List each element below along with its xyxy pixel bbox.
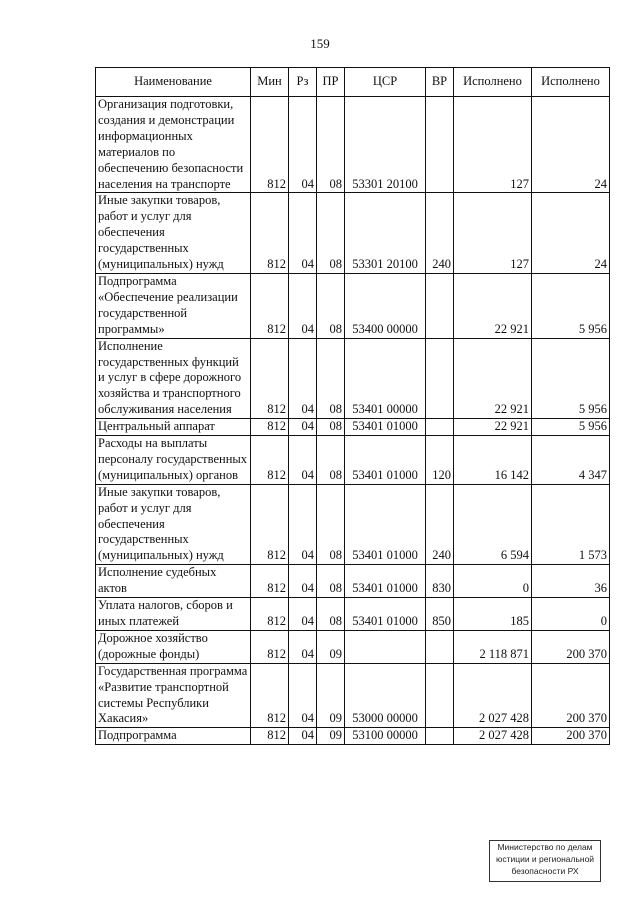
row-rz: 04 [289,484,317,565]
row-rz: 04 [289,193,317,274]
row-name: Уплата налогов, сборов и иных платежей [96,598,251,631]
row-executed-1: 127 [454,193,532,274]
row-rz: 04 [289,565,317,598]
row-executed-2: 200 370 [532,663,610,728]
row-name: Государственная программа «Развитие транспортной системы Республики Хакасия» [96,663,251,728]
header-csr: ЦСР [345,68,426,97]
table-row [96,338,610,419]
row-pr: 08 [317,273,345,338]
row-executed-2: 0 [532,598,610,631]
row-rz: 04 [289,419,317,436]
row-name: Расходы на выплаты персоналу государственных (муниципальных) органов [96,436,251,485]
row-vr: 240 [426,484,454,565]
row-min: 812 [251,728,289,745]
row-min: 812 [251,484,289,565]
table-row [96,97,610,193]
row-csr: 53301 20100 [345,193,426,274]
row-pr: 08 [317,193,345,274]
row-vr: 240 [426,193,454,274]
row-pr: 08 [317,598,345,631]
row-executed-1: 16 142 [454,436,532,485]
row-executed-2: 200 370 [532,630,610,663]
row-executed-1: 22 921 [454,273,532,338]
row-csr: 53401 00000 [345,338,426,419]
row-executed-2: 1 573 [532,484,610,565]
row-csr: 53401 01000 [345,598,426,631]
row-csr: 53000 00000 [345,663,426,728]
row-csr: 53401 01000 [345,419,426,436]
row-name: Дорожное хозяйство (дорожные фонды) [96,630,251,663]
row-csr: 53401 01000 [345,565,426,598]
row-name: Исполнение судебных актов [96,565,251,598]
row-executed-2: 36 [532,565,610,598]
page-number: 159 [310,36,330,51]
row-name: Подпрограмма [96,728,251,745]
row-executed-2: 5 956 [532,338,610,419]
row-pr: 08 [317,338,345,419]
row-executed-2: 5 956 [532,419,610,436]
row-vr [426,97,454,193]
row-pr: 08 [317,565,345,598]
row-vr [426,663,454,728]
row-executed-1: 2 027 428 [454,663,532,728]
table-row [96,565,610,598]
header-name: Наименование [96,68,251,97]
table-row [96,484,610,565]
header-min: Мин [251,68,289,97]
table-row [96,193,610,274]
table-row [96,598,610,631]
table-row [96,663,610,728]
row-name: Подпрограмма «Обеспечение реализации государственной программы» [96,273,251,338]
row-rz: 04 [289,97,317,193]
stamp-line: Министерство по делам [497,842,593,852]
row-pr: 08 [317,97,345,193]
table-row [96,419,610,436]
row-min: 812 [251,630,289,663]
table-row [96,273,610,338]
header-vr: ВР [426,68,454,97]
row-rz: 04 [289,630,317,663]
row-executed-2: 200 370 [532,728,610,745]
row-executed-1: 185 [454,598,532,631]
row-rz: 04 [289,598,317,631]
row-min: 812 [251,663,289,728]
row-rz: 04 [289,728,317,745]
row-vr [426,728,454,745]
row-min: 812 [251,193,289,274]
row-pr: 09 [317,663,345,728]
row-vr [426,630,454,663]
row-csr: 53100 00000 [345,728,426,745]
row-min: 812 [251,565,289,598]
row-csr: 53301 20100 [345,97,426,193]
header-rz: Рз [289,68,317,97]
row-min: 812 [251,436,289,485]
row-pr: 09 [317,630,345,663]
row-executed-2: 24 [532,193,610,274]
row-vr [426,338,454,419]
row-executed-1: 22 921 [454,419,532,436]
header-pr: ПР [317,68,345,97]
ministry-stamp [489,840,601,882]
row-executed-2: 5 956 [532,273,610,338]
row-name: Иные закупки товаров, работ и услуг для обеспечения государственных (муниципальных) нужд [96,193,251,274]
row-vr [426,419,454,436]
stamp-line: юстиции и региональной [495,854,595,864]
row-name: Иные закупки товаров, работ и услуг для обеспечения государственных (муниципальных) нужд [96,484,251,565]
header-executed-2: Исполнено [532,68,610,97]
row-pr: 08 [317,419,345,436]
row-rz: 04 [289,436,317,485]
row-min: 812 [251,598,289,631]
row-vr [426,273,454,338]
table-row [96,728,610,745]
row-executed-2: 4 347 [532,436,610,485]
row-rz: 04 [289,663,317,728]
row-vr: 830 [426,565,454,598]
row-min: 812 [251,419,289,436]
row-pr: 08 [317,436,345,485]
row-executed-1: 22 921 [454,338,532,419]
row-csr: 53400 00000 [345,273,426,338]
header-executed-1: Исполнено [454,68,532,97]
row-csr [345,630,426,663]
row-pr: 08 [317,484,345,565]
row-min: 812 [251,273,289,338]
row-executed-1: 0 [454,565,532,598]
row-rz: 04 [289,273,317,338]
row-executed-1: 6 594 [454,484,532,565]
table-row [96,436,610,485]
row-vr: 850 [426,598,454,631]
budget-table [95,67,610,745]
stamp-line: безопасности РХ [511,866,579,876]
table-header-row [96,68,610,97]
row-name: Центральный аппарат [96,419,251,436]
row-executed-1: 2 118 871 [454,630,532,663]
row-executed-1: 127 [454,97,532,193]
row-csr: 53401 01000 [345,436,426,485]
row-pr: 09 [317,728,345,745]
row-executed-2: 24 [532,97,610,193]
row-min: 812 [251,338,289,419]
row-name: Исполнение государственных функций и услуг в сфере дорожного хозяйства и транспортного обслуживания населения [96,338,251,419]
row-executed-1: 2 027 428 [454,728,532,745]
row-rz: 04 [289,338,317,419]
table-row [96,630,610,663]
row-name: Организация подготовки, создания и демонстрации информационных материалов по обеспечению безопасности населения на транспорте [96,97,251,193]
row-csr: 53401 01000 [345,484,426,565]
row-vr: 120 [426,436,454,485]
row-min: 812 [251,97,289,193]
